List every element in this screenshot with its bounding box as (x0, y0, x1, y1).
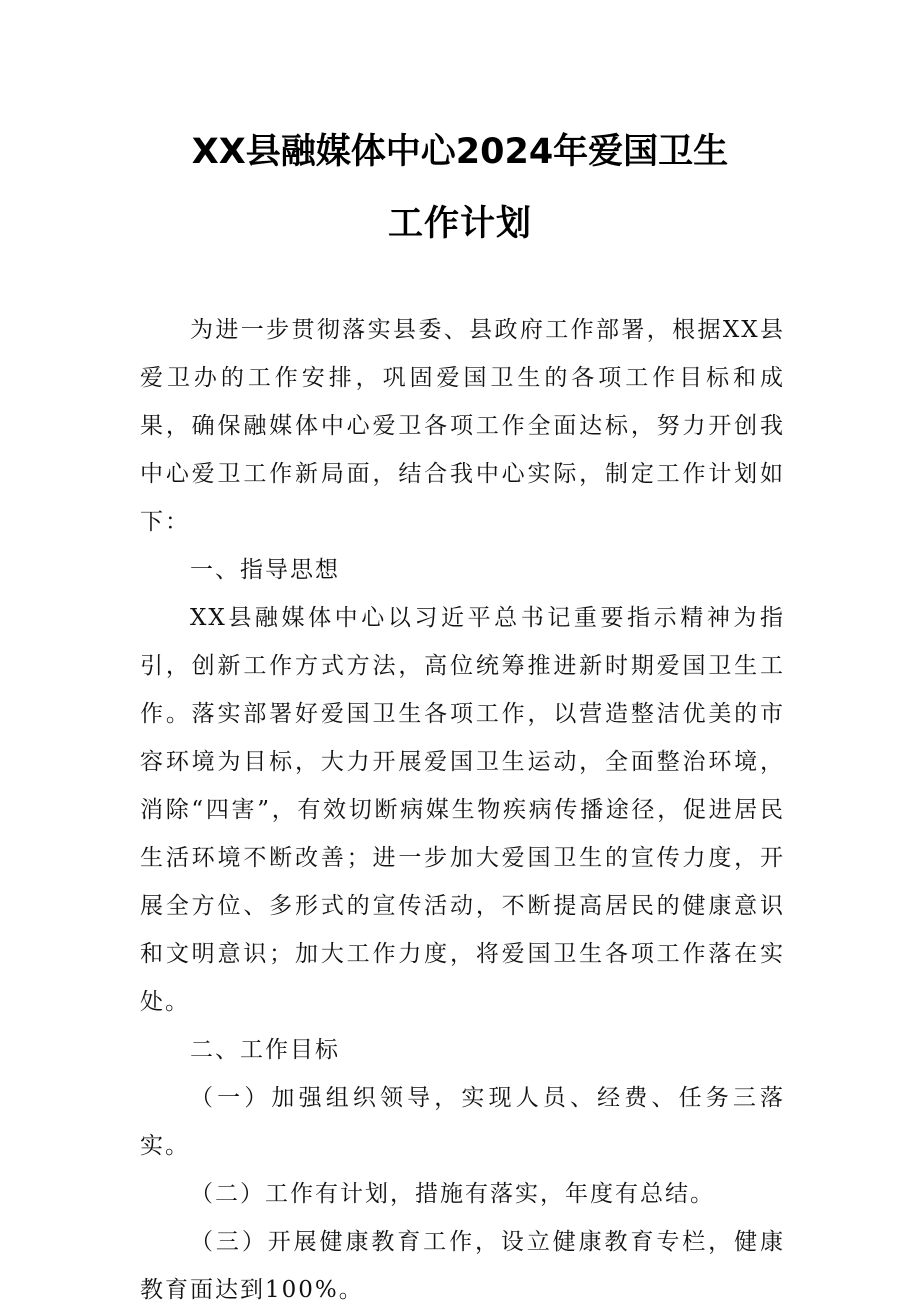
section-heading-guiding-ideology: 一、指导思想 (190, 557, 340, 583)
intro-paragraph: 为进一步贯彻落实县委、县政府工作部署，根据XX县爱卫办的工作安排，巩固爱国卫生的各项工作目标和成果，确保融媒体中心爱卫各项工作全面达标，努力开创我中心爱卫工作新局面，结合我中心实际，制定工作计划如下： (140, 317, 785, 535)
document-title-line-2: 工作计划 (387, 204, 532, 244)
work-goal-item: （一）加强组织领导，实现人员、经费、任务三落实。 (140, 1085, 785, 1159)
work-goal-item: （三）开展健康教育工作，设立健康教育专栏，健康教育面达到100%。 (140, 1229, 785, 1303)
guiding-ideology-paragraph: XX县融媒体中心以习近平总书记重要指示精神为指引，创新工作方式方法，高位统筹推进新时期爱国卫生工作。落实部署好爱国卫生各项工作，以营造整洁优美的市容环境为目标，大力开展爱国卫生运动，全面整治环境，消除“四害”，有效切断病媒生物疾病传播途径，促进居民生活环境不断改善；进一步加大爱国卫生的宣传力度，开展全方位、多形式的宣传活动，不断提高居民的健康意识和文明意识；加大工作力度，将爱国卫生各项工作落在实处。 (140, 605, 785, 1015)
document-title-line-1: XX县融媒体中心2024年爱国卫生 (191, 132, 729, 172)
work-goal-item: （二）工作有计划，措施有落实，年度有总结。 (190, 1181, 715, 1207)
document-body (140, 306, 785, 1314)
section-heading-work-goals: 二、工作目标 (190, 1037, 340, 1063)
